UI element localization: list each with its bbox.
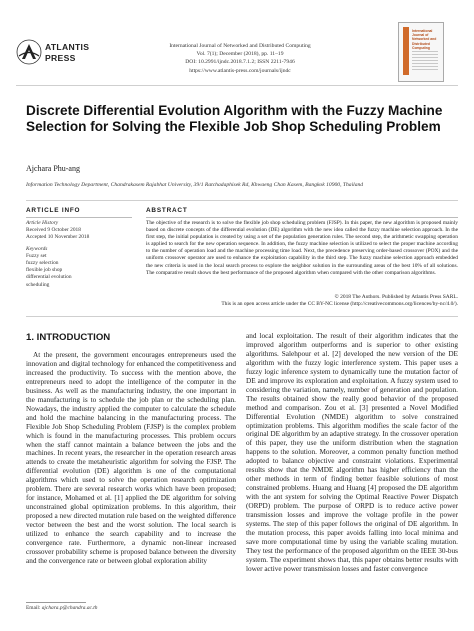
body-paragraph: At the present, the government encourages entrepreneurs used the innovation and digital technology for enhanced the competitiveness and increased the productivity. To success with the mention above, the entrepreneurs need to adopt the intelligence of the computer in the business. As well as the manufacturing industry, the one important in the manufacturing is to schedule the job plan or the scheduling plan. Nowadays, the industry applied the computer to calculate the schedule and hold the machine balancing in the manufacturing process. The Flexible Job Shop Scheduling Problem (FJSP) is the complex problem which is found in the manufacturing processes. This problem occurs when the staff cannot maintain a balance between the jobs and the machines. In recent years, the researcher in the operation research areas attends to create the metaheuristic algorithm for solving the FJSP. The differential evolution (DE) algorithm is one of the computational algorithms which used to solve the operation research optimization problem. There are several research works which have been proposed; for instance, Mohamed et al. [1] applied the DE algorithm for solving unconstrained global optimization problems. In this algorithm, their proposed a new directed mutation rule based on the weighted difference vector between the best and the worst solution. The local search is utilized to enhance the search capability and to increase the convergence rate. Furthermore, a dynamic non-linear increased crossover probability scheme is proposed balance between the diversity and the convergence rate or between global exploration ability <box>26 351 236 565</box>
copyright-line: © 2018 The Authors. Published by Atlantis Press SARL. <box>334 294 458 300</box>
abstract-divider <box>26 316 458 317</box>
abstract-rule <box>146 217 458 218</box>
atlantis-logo-icon <box>16 39 42 65</box>
publisher-logo[interactable] <box>16 37 90 73</box>
keyword-item: Fuzzy set <box>26 252 47 259</box>
cover-accent-bar <box>403 27 409 75</box>
title-divider <box>26 200 458 201</box>
author-name: Ajchara Phu-ang <box>26 164 80 173</box>
journal-cover-thumbnail <box>398 22 444 82</box>
cover-title: International Journal of Networked and Distributed Computing <box>412 29 437 50</box>
article-info-rule <box>26 217 132 218</box>
footnote <box>26 605 97 611</box>
journal-info <box>120 42 360 75</box>
history-label: Article History <box>26 220 59 226</box>
keyword-item: scheduling <box>26 281 50 288</box>
footnote-rule <box>26 602 86 603</box>
article-info-heading: ARTICLE INFO <box>26 207 81 214</box>
publisher-name-line2: PRESS <box>45 53 76 63</box>
keyword-item: fuzzy selection <box>26 260 59 267</box>
body-column-right <box>246 332 458 574</box>
cover-text-lines <box>412 51 438 71</box>
paper-title: Discrete Differential Evolution Algorithm with the Fuzzy Machine Selection for Solving the Flexible Job Shop Scheduling Problem <box>26 103 443 135</box>
keyword-item: differential evolution <box>26 274 72 281</box>
body-paragraph: and local exploitation. The result of their algorithm indicates that the improved algorithm outperforms and is superior to other existing algorithms. Salehpour et al. [2] developed the new version of the DE algorithm with the fuzzy logic interference system. This paper uses a fuzzy logic inference system to dynamically tune the mutation factor of DE and improve its exploration and exploitation. A fuzzy system used to considering the variation, namely, number of generation and population. The results obtained show the really good behavior of the proposed method and comparison. Zou et al. [3] presented a Novel Modified Differential Evolution (NMDE) algorithm to solve constrained optimization problems. This algorithm modifies the scale factor of the original DE algorithm by an adaptive strategy. In the crossover operation of this paper, they use the uniform distribution when the stagnation happens to the solution. Moreover, a common penalty function method adopted to balance objective and constraint violations. Experimental results show that the NMDE algorithm has higher efficiency than the other methods in term of finding better feasible solutions of most constrained problems. Huang and Huang [4] proposed the DE algorithm with the ant system for solving the Optimal Reactive Power Dispatch (ORPD) problem. The purpose of ORPD is to reduce active power transmission losses and improve the voltage profile in the power systems. The step of this paper follows the original of DE algorithm. In the mutation process, this paper avoids falling into local minima and save more computational time by using the variable scaling mutation. They test the performance of the proposed algorithm on the IEEE 30-bus system. The experiment shows that, this paper obtains better results with lower active power transmission losses and faster convergence <box>246 332 458 573</box>
license-line[interactable]: This is an open access article under the CC BY-NC license (http://creativecommons.org/licences/by-nc/4.0/). <box>221 301 458 308</box>
accepted-date: Accepted 10 November 2018 <box>26 234 90 241</box>
journal-name: International Journal of Networked and Distributed Computing <box>169 43 311 49</box>
journal-url[interactable]: https://www.atlantis-press.com/journals/ijndc <box>189 67 291 74</box>
journal-volume: Vol. 7(1); December (2018), pp. 11–19 <box>196 51 284 58</box>
author-email[interactable]: ajchara.p@chandra.ac.th <box>41 605 98 611</box>
abstract-heading: ABSTRACT <box>146 207 188 214</box>
author-affiliation: Information Technology Department, Chandrakasem Rajabhat University, 39/1 Ratchadaphisek Rd, Khwaeng Chan Kasem, Bangkok 10900, Thailand <box>26 182 364 188</box>
publisher-name-line1: ATLANTIS <box>45 42 90 52</box>
journal-doi[interactable]: DOI: 10.2991/ijndc.2018.7.1.2; ISSN 2211-7946 <box>185 59 295 66</box>
header-divider <box>16 85 458 86</box>
article-info <box>26 220 136 289</box>
section-heading: 1. INTRODUCTION <box>26 332 111 343</box>
footnote-label: Email: <box>26 605 42 611</box>
body-column-left <box>26 351 236 566</box>
received-date: Received 9 October 2018 <box>26 227 81 234</box>
keywords-label: Keywords <box>26 245 48 252</box>
keyword-item: flexible job shop <box>26 267 63 274</box>
abstract-text: The objective of the research is to solve the flexible job shop scheduling problem (FJSP). In this paper, the new algorithm is proposed mainly based on discrete concepts of the differential evolution (DE) algorithm with the new idea called the fuzzy machine selection approach. In the first step, the initial population is created by using a set of the population generation rules. The second step, the arithmetic swapping operation is applied to search for the new operation sequence. In addition, the fuzzy machine selection is utilized to select the proper machine according to the number of operation load and the machine processing time load. Next, the precedence preserving order-based crossover (POX) and the uniform crossover operator are used to enhance the exploitation capability in the third step. The fuzzy machine selection approach embedded the new criteria is used in the local search process to explore the neighbor solution in the surrounding areas of the best 10% of all solutions. The comparative result shows the best performance of the proposed algorithm when compared with the other comparison algorithms. <box>146 220 458 276</box>
copyright-notice <box>146 294 458 308</box>
